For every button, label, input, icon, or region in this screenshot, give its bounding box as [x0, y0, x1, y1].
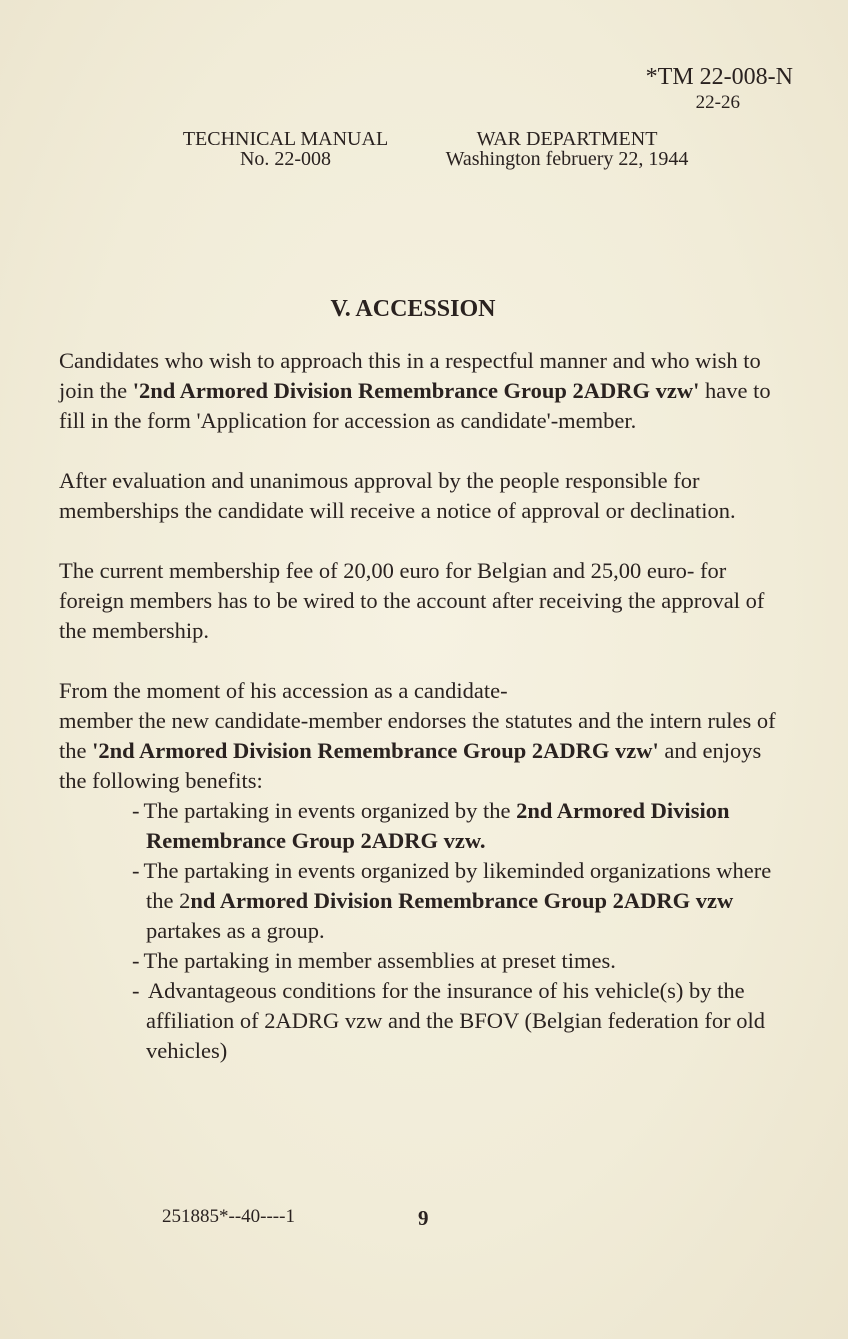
group-name-bold: '2nd Armored Division Remembrance Group 2ADRG vzw' — [132, 378, 700, 403]
paragraph-fee: The current membership fee of 20,00 euro for Belgian and 25,00 euro- for foreign members has to be wired to the account after receiving the approval of the membership. — [59, 558, 765, 643]
benefits-list — [59, 796, 779, 1066]
paragraph-evaluation: After evaluation and unanimous approval by the people responsible for memberships the candidate will receive a notice of approval or declination. — [59, 468, 736, 523]
tm-code: *TM 22-008-N — [645, 64, 793, 90]
paragraph-text: have to fill in the form 'Application for accession as candidate'-member. — [59, 378, 771, 433]
paragraph-candidates — [59, 346, 779, 436]
location-date: Washington februery 22, 1944 — [445, 148, 689, 170]
benefit-text: Advantageous conditions for the insurance of his vehicle(s) by the affiliation of 2ADRG vzw and the BFOV (Belgian federation for old vehicles) — [143, 978, 766, 1063]
benefit-text: The partaking in events organized by the — [143, 798, 517, 823]
technical-manual-label: TECHNICAL MANUAL — [182, 128, 389, 150]
list-item — [59, 976, 779, 1066]
list-dash: - — [132, 858, 140, 883]
list-dash: - — [132, 798, 140, 823]
paragraph-text: Candidates who wish to approach this in a respectful manner and who wish to join the — [59, 348, 761, 403]
paragraph-text: member the new candidate-member endorses the statutes and the intern rules of the — [59, 708, 776, 763]
print-code: 251885*--40----1 — [162, 1206, 295, 1227]
list-item — [59, 856, 779, 946]
paragraph-text-block — [59, 706, 779, 796]
manual-number: No. 22-008 — [239, 148, 332, 170]
benefit-text: The partaking in member assemblies at preset times. — [143, 948, 616, 973]
header-left — [178, 129, 393, 169]
paragraph-benefits — [59, 676, 779, 1066]
tm-subcode: 22-26 — [695, 92, 740, 113]
list-dash: - — [132, 978, 140, 1003]
benefit-text: The partaking in events organized by likeminded organizations where the 2 — [143, 858, 772, 913]
list-item — [59, 946, 779, 976]
header-right — [438, 129, 696, 169]
list-dash: - — [132, 948, 140, 973]
benefit-bold: 2nd Armored Division Remembrance Group 2ADRG vzw. — [146, 798, 730, 853]
benefit-text: partakes as a group. — [146, 918, 325, 943]
list-item — [59, 796, 779, 856]
department-label: WAR DEPARTMENT — [476, 128, 658, 150]
section-title: V. ACCESSION — [330, 296, 496, 322]
paragraph-text: and enjoys the following benefits: — [59, 738, 762, 793]
page-number: 9 — [418, 1206, 429, 1230]
body-text — [59, 346, 779, 1066]
paragraph-line: From the moment of his accession as a candidate- — [59, 678, 508, 703]
group-name-bold: '2nd Armored Division Remembrance Group 2ADRG vzw' — [92, 738, 659, 763]
benefit-bold: nd Armored Division Remembrance Group 2ADRG vzw — [190, 888, 734, 913]
